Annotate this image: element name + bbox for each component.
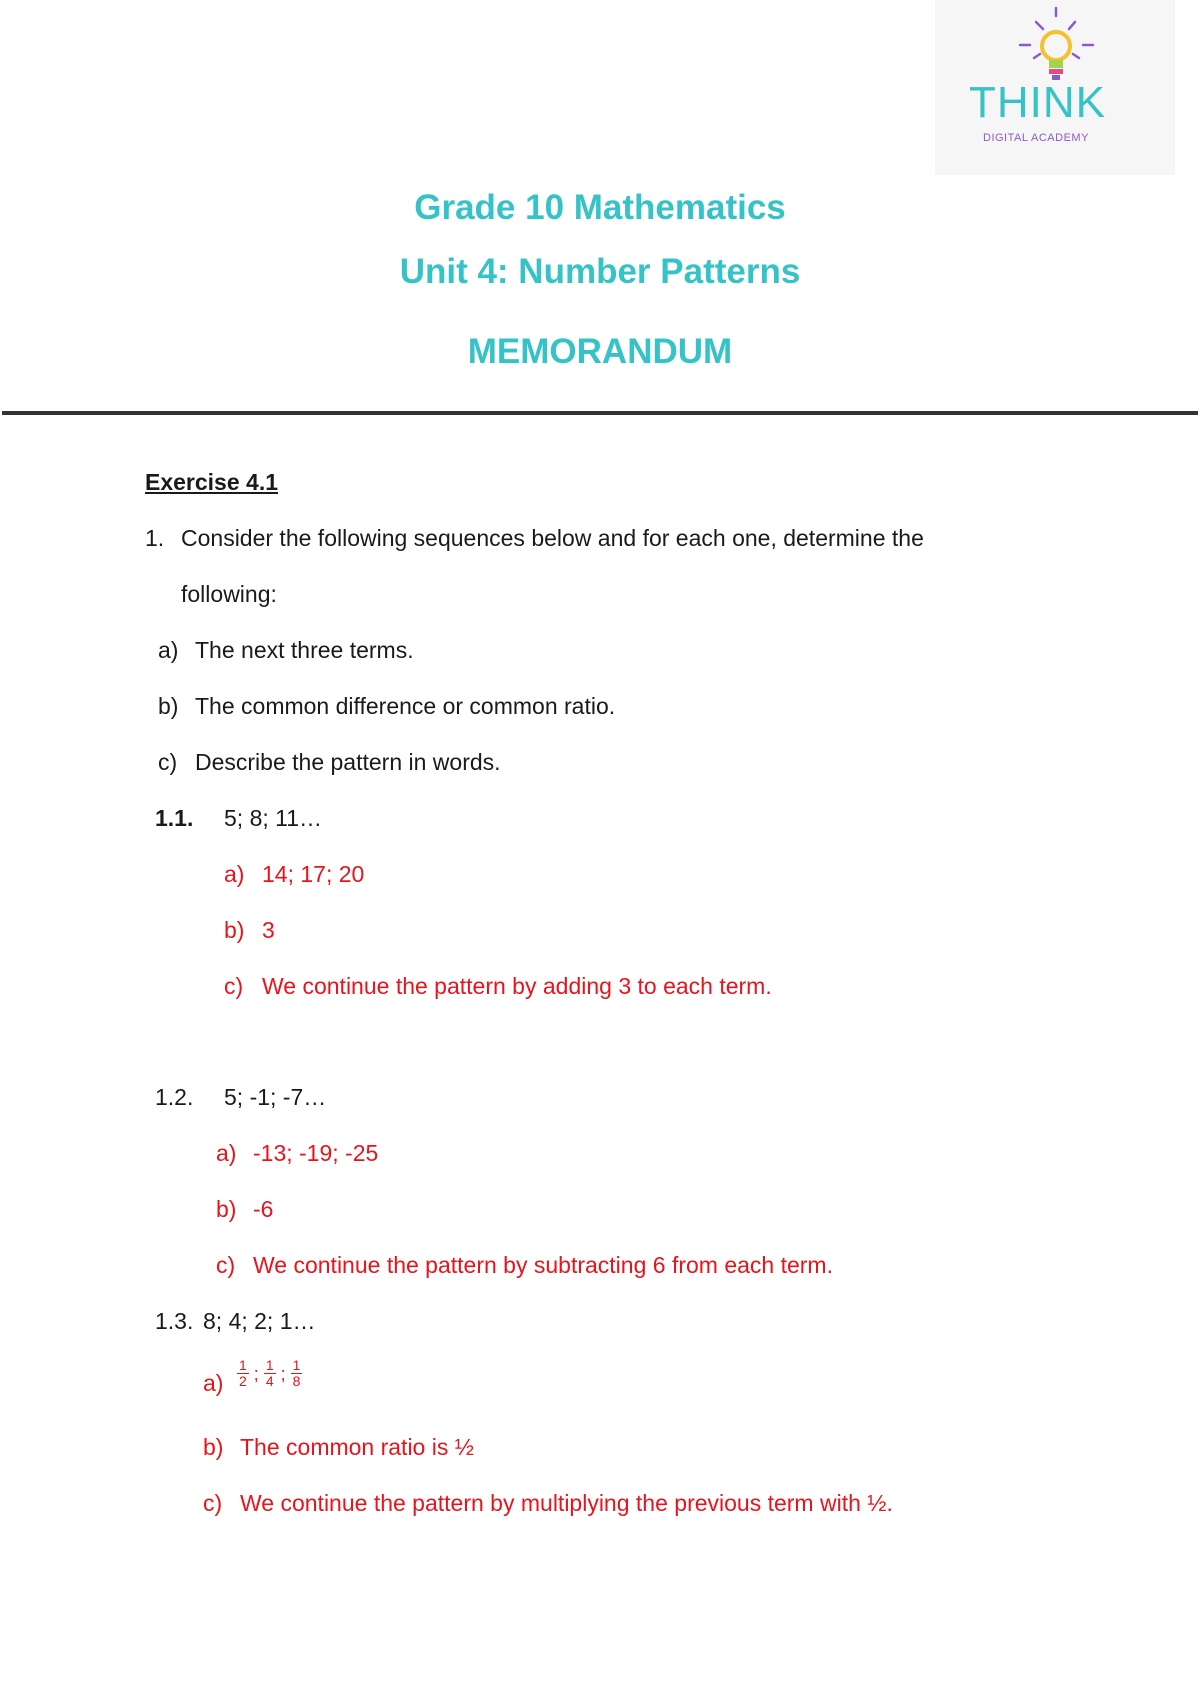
question-text-line2: following: xyxy=(181,581,277,607)
page-title: Grade 10 Mathematics xyxy=(414,188,786,227)
instruction-text: The next three terms. xyxy=(195,637,414,663)
answer-text: The common ratio is ½ xyxy=(240,1434,474,1460)
fraction-denominator: 2 xyxy=(239,1373,247,1389)
answer-text: -13; -19; -25 xyxy=(253,1140,379,1166)
fraction-denominator: 4 xyxy=(265,1373,274,1389)
answer-text: We continue the pattern by multiplying the previous term with ½. xyxy=(240,1490,893,1516)
exercise-heading: Exercise 4.1 xyxy=(145,469,279,495)
answer-text: 14; 17; 20 xyxy=(262,861,365,887)
fraction-separator: ; xyxy=(253,1363,259,1384)
answer-letter: b) xyxy=(216,1196,237,1222)
answer-text: We continue the pattern by subtracting 6 from each term. xyxy=(253,1252,833,1278)
fraction xyxy=(237,1358,249,1389)
question-text-line1: Consider the following sequences below and for each one, determine the xyxy=(181,525,924,551)
answer-letter: a) xyxy=(224,861,245,887)
answer-letter: c) xyxy=(224,973,244,999)
item-number: 1.1. xyxy=(155,805,194,831)
logo-subtitle: DIGITAL ACADEMY xyxy=(983,132,1089,144)
item-number: 1.2. xyxy=(155,1084,194,1110)
answer-text: 3 xyxy=(262,917,275,943)
question-number: 1. xyxy=(145,525,165,551)
logo-brand: THINK xyxy=(969,78,1106,127)
answer-letter: b) xyxy=(224,917,245,943)
instruction-letter: c) xyxy=(158,749,178,775)
fraction-numerator: 1 xyxy=(239,1357,247,1373)
fraction xyxy=(264,1358,276,1389)
unit-title: Unit 4: Number Patterns xyxy=(399,252,801,291)
memorandum-title: MEMORANDUM xyxy=(467,332,733,371)
answer-letter: c) xyxy=(203,1490,223,1516)
answer-letter: b) xyxy=(203,1434,224,1460)
fraction-answer xyxy=(234,1358,305,1389)
instruction-text: The common difference or common ratio. xyxy=(195,693,616,719)
item-sequence: 8; 4; 2; 1… xyxy=(203,1308,316,1334)
logo xyxy=(935,0,1175,175)
answer-letter: c) xyxy=(216,1252,236,1278)
divider xyxy=(2,411,1198,415)
item-sequence: 5; -1; -7… xyxy=(224,1084,327,1110)
answer-letter: a) xyxy=(216,1140,237,1166)
fraction xyxy=(291,1358,303,1389)
instruction-text: Describe the pattern in words. xyxy=(195,749,501,775)
answer-text: -6 xyxy=(253,1196,274,1222)
answer-text: We continue the pattern by adding 3 to each term. xyxy=(262,973,772,999)
item-sequence: 5; 8; 11… xyxy=(224,805,323,831)
answer-letter: a) xyxy=(203,1370,224,1396)
fraction-numerator: 1 xyxy=(265,1357,274,1373)
fraction-numerator: 1 xyxy=(292,1357,301,1373)
instruction-letter: a) xyxy=(158,637,179,663)
fraction-separator: ; xyxy=(280,1363,286,1384)
item-number: 1.3. xyxy=(155,1308,194,1334)
fraction-denominator: 8 xyxy=(292,1373,301,1389)
instruction-letter: b) xyxy=(158,693,179,719)
